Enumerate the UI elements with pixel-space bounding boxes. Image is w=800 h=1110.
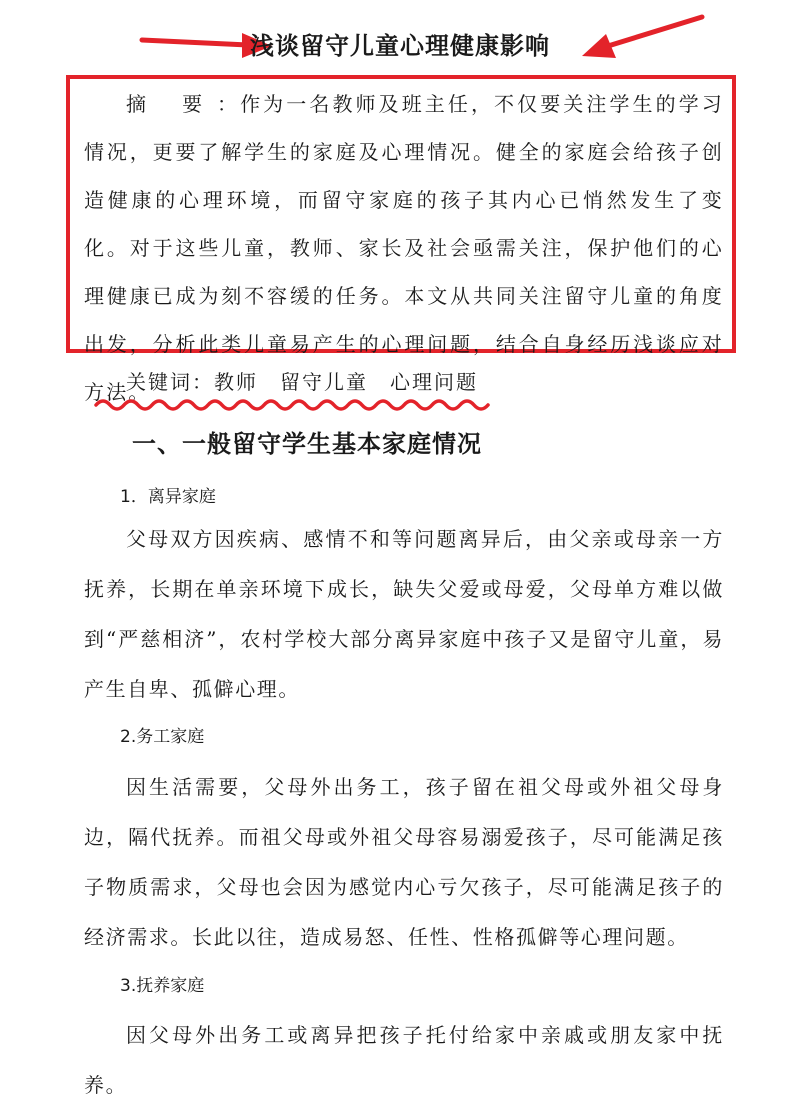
- subsection-heading-migrant: 2.务工家庭: [120, 727, 205, 747]
- keyword-item: 心理问题: [390, 370, 478, 394]
- paragraph-foster: 因父母外出务工或离异把孩子托付给家中亲戚或朋友家中抚养。: [84, 1023, 724, 1097]
- keyword-item: 留守儿童: [280, 370, 368, 394]
- keywords-label: 关键词：: [126, 370, 214, 394]
- paragraph-migrant: 因生活需要，父母外出务工，孩子留在祖父母或外祖父母身边，隔代抚养。而祖父母或外祖父母容易溺爱孩子，尽可能满足孩子物质需求，父母也会因为感觉内心亏欠孩子，尽可能满足孩子的经济需求。长此以往，造成易怒、任性、性格孤僻等心理问题。: [84, 775, 724, 949]
- wavy-underline-annotation: [92, 396, 496, 414]
- abstract-label: 摘 要: [126, 92, 218, 116]
- keywords-line: [126, 366, 500, 395]
- abstract-body: ：作为一名教师及班主任，不仅要关注学生的学习情况，更要了解学生的家庭及心理情况。健全的家庭会给孩子创造健康的心理环境，而留守家庭的孩子其内心已悄然发生了变化。对于这些儿童，教师、家长及社会亟需关注，保护他们的心理健康已成为刻不容缓的任务。本文从共同关注留守儿童的角度出发，分析此类儿童易产生的心理问题，结合自身经历浅谈应对方法。: [84, 92, 724, 404]
- subsection-heading-foster: 3.抚养家庭: [120, 976, 205, 996]
- paragraph-divorced: 父母双方因疾病、感情不和等问题离异后，由父亲或母亲一方抚养，长期在单亲环境下成长，缺失父爱或母爱，父母单方难以做到“严慈相济”，农村学校大部分离异家庭中孩子又是留守儿童，易产生自卑、孤僻心理。: [84, 527, 724, 701]
- keyword-item: 教师: [214, 370, 258, 394]
- section-heading: 一、一般留守学生基本家庭情况: [132, 430, 482, 458]
- subsection-heading-divorced: 1．离异家庭: [120, 487, 216, 507]
- document-title: 浅谈留守儿童心理健康影响: [250, 32, 550, 60]
